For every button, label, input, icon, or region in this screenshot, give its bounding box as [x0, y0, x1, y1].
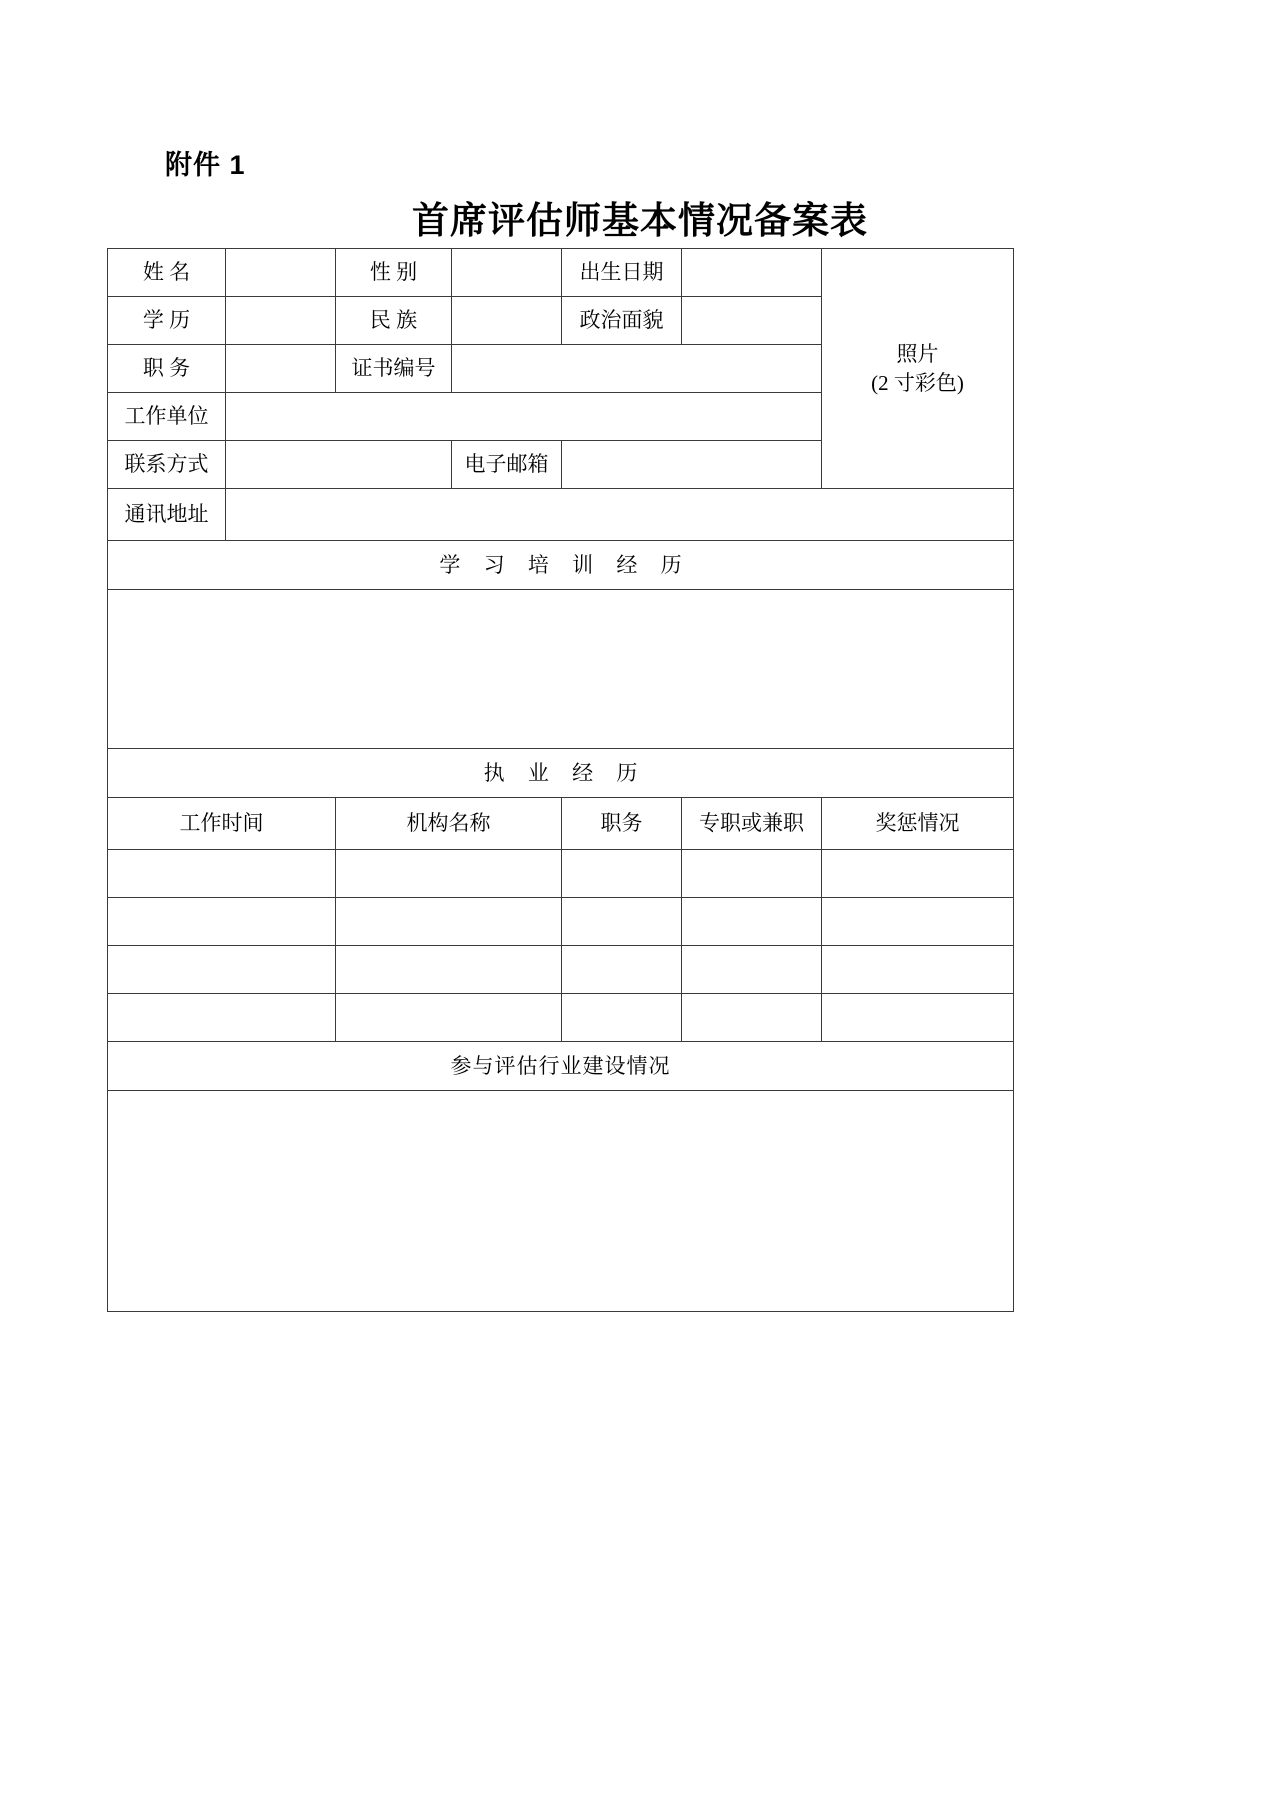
table-row-name: [108, 249, 1014, 297]
label-political-status: 政治面貌: [562, 297, 682, 345]
photo-placeholder-cell[interactable]: [822, 249, 1014, 489]
cell-organization[interactable]: [336, 898, 562, 946]
cell-rewards-penalties[interactable]: [822, 946, 1014, 994]
registration-form-table: [107, 248, 1014, 1312]
cell-employment-type[interactable]: [682, 850, 822, 898]
cell-position[interactable]: [562, 946, 682, 994]
label-ethnicity: 民 族: [336, 297, 452, 345]
cell-work-period[interactable]: [108, 850, 336, 898]
form-container: [107, 248, 1013, 1312]
field-position[interactable]: [226, 345, 336, 393]
cell-position[interactable]: [562, 898, 682, 946]
field-certificate-number[interactable]: [452, 345, 822, 393]
field-ethnicity[interactable]: [452, 297, 562, 345]
field-employer[interactable]: [226, 393, 822, 441]
table-row-practice-columns: [108, 798, 1014, 850]
label-education: 学 历: [108, 297, 226, 345]
label-employer: 工作单位: [108, 393, 226, 441]
table-row: [108, 898, 1014, 946]
cell-employment-type[interactable]: [682, 946, 822, 994]
field-political-status[interactable]: [682, 297, 822, 345]
photo-label-line2: (2 寸彩色): [871, 370, 964, 395]
cell-employment-type[interactable]: [682, 898, 822, 946]
page-title: 首席评估师基本情况备案表: [412, 200, 868, 241]
photo-label-line1: 照片: [896, 342, 939, 367]
cell-work-period[interactable]: [108, 994, 336, 1042]
label-gender: 性 别: [336, 249, 452, 297]
field-education[interactable]: [226, 297, 336, 345]
cell-work-period[interactable]: [108, 898, 336, 946]
column-header-organization: 机构名称: [336, 798, 562, 850]
cell-employment-type[interactable]: [682, 994, 822, 1042]
cell-organization[interactable]: [336, 946, 562, 994]
field-gender[interactable]: [452, 249, 562, 297]
section-header-practice: 执 业 经 历: [108, 749, 1014, 798]
cell-organization[interactable]: [336, 850, 562, 898]
column-header-position: 职务: [562, 798, 682, 850]
cell-rewards-penalties[interactable]: [822, 898, 1014, 946]
table-row-industry-content: [108, 1091, 1014, 1312]
field-birthdate[interactable]: [682, 249, 822, 297]
field-name[interactable]: [226, 249, 336, 297]
column-header-employment-type: 专职或兼职: [682, 798, 822, 850]
label-contact: 联系方式: [108, 441, 226, 489]
table-row: [108, 994, 1014, 1042]
table-row-training-header: [108, 541, 1014, 590]
field-industry-content[interactable]: [108, 1091, 1014, 1312]
table-row-practice-header: [108, 749, 1014, 798]
cell-position[interactable]: [562, 994, 682, 1042]
label-birthdate: 出生日期: [562, 249, 682, 297]
label-email: 电子邮箱: [452, 441, 562, 489]
label-certificate-number: 证书编号: [336, 345, 452, 393]
section-header-industry: 参与评估行业建设情况: [108, 1042, 1014, 1091]
table-row: [108, 946, 1014, 994]
table-row-training-content: [108, 590, 1014, 749]
cell-position[interactable]: [562, 850, 682, 898]
table-row: [108, 850, 1014, 898]
label-position: 职 务: [108, 345, 226, 393]
label-address: 通讯地址: [108, 489, 226, 541]
field-address[interactable]: [226, 489, 1014, 541]
cell-rewards-penalties[interactable]: [822, 850, 1014, 898]
field-email[interactable]: [562, 441, 822, 489]
label-name: 姓 名: [108, 249, 226, 297]
field-contact[interactable]: [226, 441, 452, 489]
cell-organization[interactable]: [336, 994, 562, 1042]
cell-work-period[interactable]: [108, 946, 336, 994]
column-header-work-period: 工作时间: [108, 798, 336, 850]
section-header-training: 学 习 培 训 经 历: [108, 541, 1014, 590]
table-row-industry-header: [108, 1042, 1014, 1091]
field-training-content[interactable]: [108, 590, 1014, 749]
column-header-rewards-penalties: 奖惩情况: [822, 798, 1014, 850]
cell-rewards-penalties[interactable]: [822, 994, 1014, 1042]
table-row-address: [108, 489, 1014, 541]
attachment-label: 附件 1: [165, 150, 246, 180]
